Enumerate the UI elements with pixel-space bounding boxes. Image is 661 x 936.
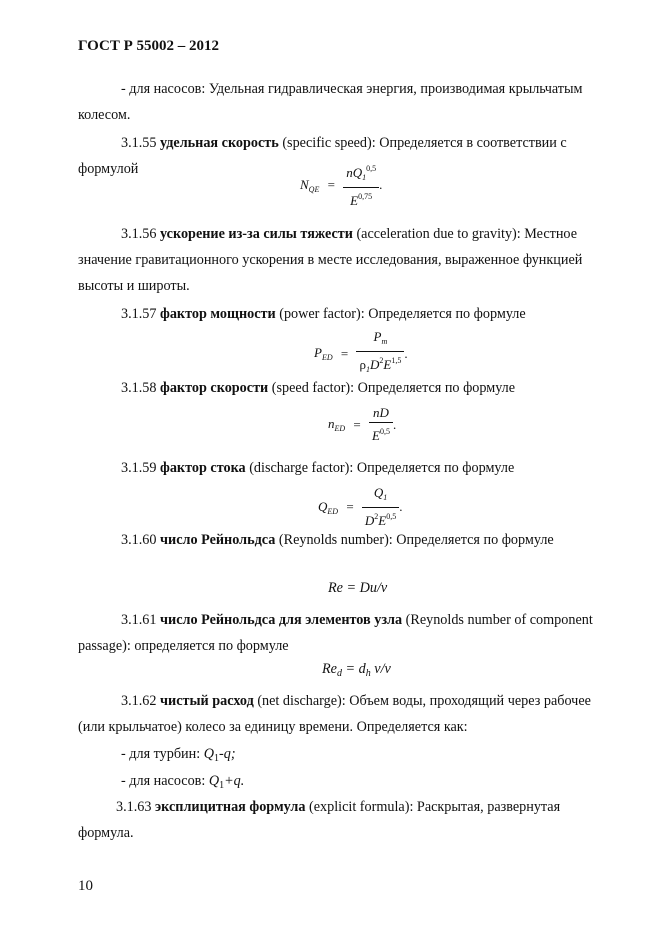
formula-discharge-factor: $Q_{ED}$ = $\frac{Q_1}{D^2E^{0,5}}$ .	[318, 485, 403, 528]
net-discharge-pumps: - для насосов: $Q_1+q$.	[121, 773, 245, 791]
formula-reynolds-component: $Re_d = d_h$ v/ν	[322, 661, 391, 679]
term-3-1-60: 3.1.60 число Рейнольдса (Reynolds number): Определяется по формуле	[121, 532, 554, 548]
formula-specific-speed: $N_{QE}$ = $\frac{nQ_1^{0,5}}{E^{0,75}}$ .	[300, 160, 382, 210]
document-header: ГОСТ Р 55002 – 2012	[78, 38, 220, 54]
formula-speed-factor: $n_{ED}$ = $\frac{nD}{E^{0,5}}$ .	[328, 405, 397, 443]
term-3-1-57: 3.1.57 фактор мощности (power factor): Определяется по формуле	[121, 306, 526, 322]
formula-power-factor: $P_{ED}$ = $\frac{P_m}{\rho_1D^2E^{1,5}}$ .	[314, 329, 408, 374]
formula-reynolds: Re = Du/ν	[328, 580, 388, 596]
term-description: (specific speed): Определяется в соответствии с формулой	[78, 135, 567, 177]
pump-definition-paragraph: - для насосов: Удельная гидравлическая энергия, производимая крыльчатым колесом.	[78, 81, 583, 123]
term-3-1-62: 3.1.62 чистый расход (net discharge): Объем воды, проходящий через рабочее (или крыльчатое) колесо за единицу времени. Определяется как:	[78, 693, 591, 735]
term-3-1-61: 3.1.61 число Рейнольдса для элементов узла (Reynolds number of component passage): определяется по формуле	[78, 612, 593, 654]
net-discharge-turbines: - для турбин: $Q_1-q$;	[121, 746, 236, 764]
page-number: 10	[78, 878, 93, 894]
term-3-1-56: 3.1.56 ускорение из-за силы тяжести (acceleration due to gravity): Местное значение гравитационного ускорения в месте исследования, выраженное функцией высоты и широты.	[78, 226, 583, 294]
term-3-1-58: 3.1.58 фактор скорости (speed factor): Определяется по формуле	[121, 380, 516, 396]
term-number: 3.1.55	[121, 135, 157, 151]
term-name: удельная скорость	[160, 135, 279, 151]
term-3-1-63: 3.1.63 эксплицитная формула (explicit formula): Раскрытая, развернутая формула.	[78, 799, 561, 841]
term-3-1-59: 3.1.59 фактор стока (discharge factor): Определяется по формуле	[121, 460, 515, 476]
